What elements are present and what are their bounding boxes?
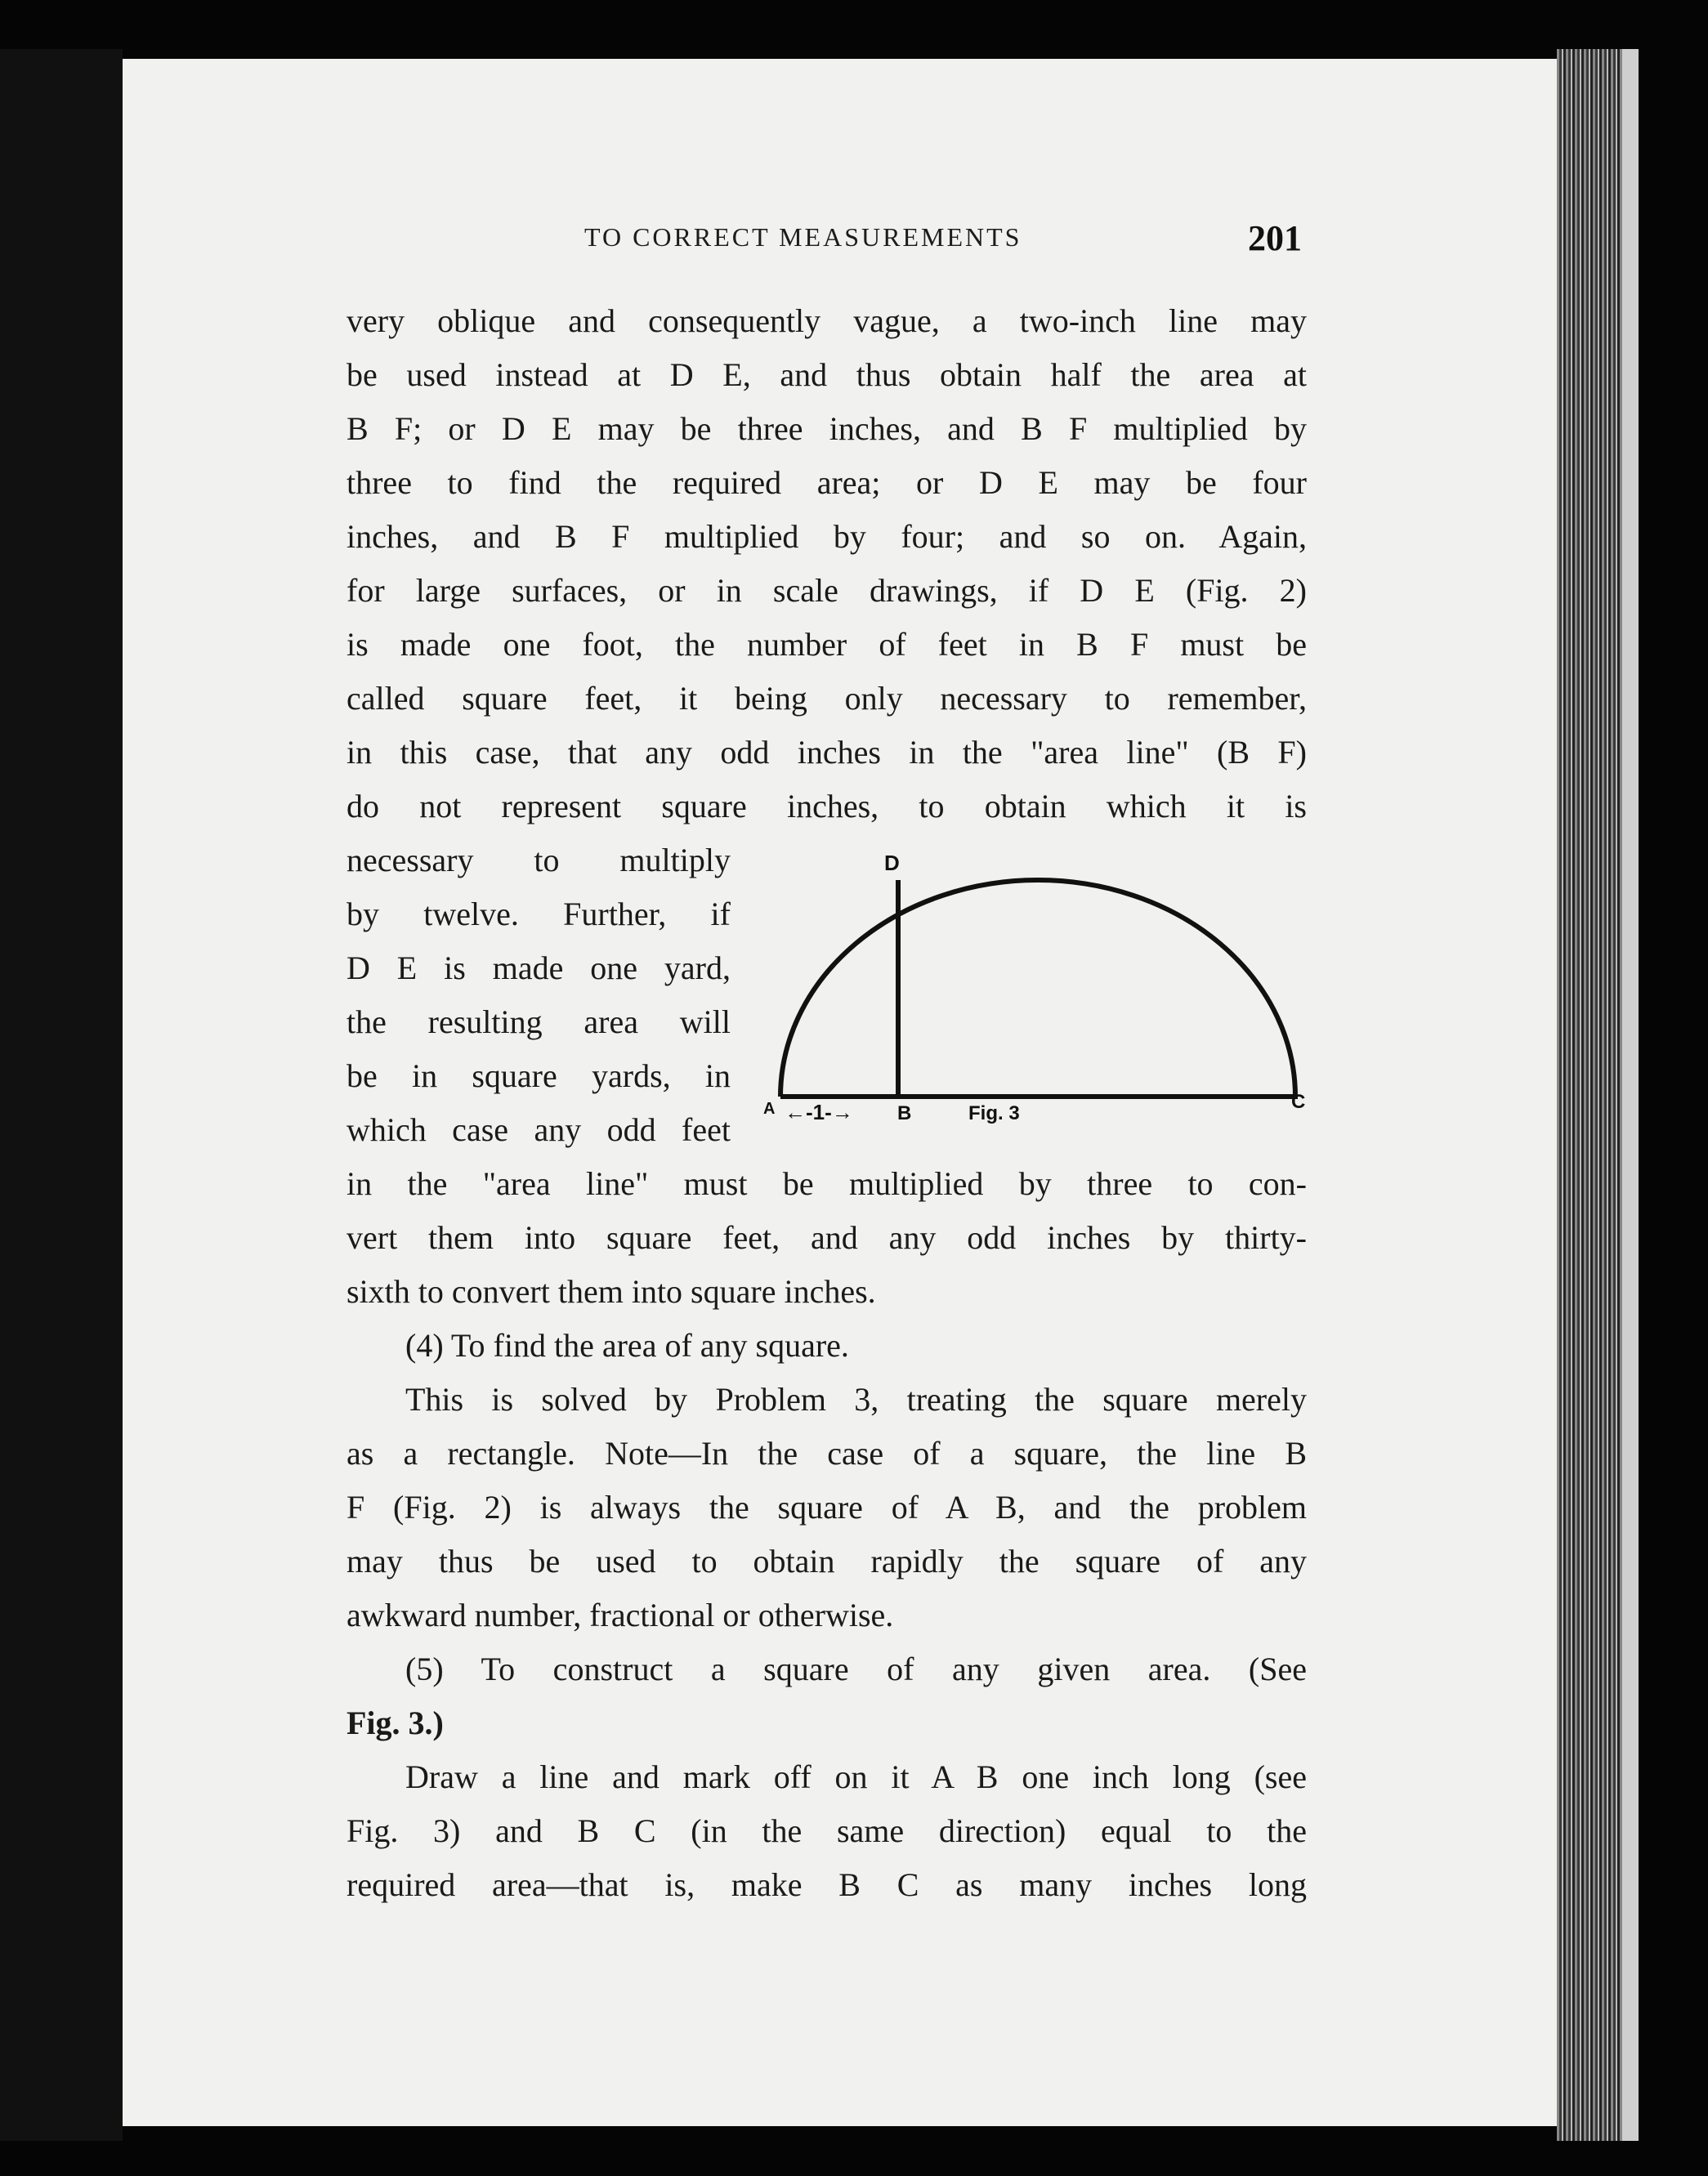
- text-line: Fig. 3) and B C (in the same direction) equal to the: [347, 1812, 1307, 1849]
- wrap-text-line: D E is made one yard,: [347, 949, 731, 986]
- text-line: for large surfaces, or in scale drawings, if D E (Fig. 2): [347, 572, 1307, 609]
- section-5-heading-continued: Fig. 3.): [347, 1705, 444, 1741]
- text-line: B F; or D E may be three inches, and B F multiplied by: [347, 410, 1307, 447]
- text-line: as a rectangle. Note—In the case of a square, the line B: [347, 1435, 1307, 1472]
- label-c: C: [1291, 1091, 1306, 1113]
- text-line: very oblique and consequently vague, a two-inch line may: [347, 302, 1307, 339]
- section-5-heading: (5) To construct a square of any given area. (See: [405, 1651, 1307, 1687]
- page-stack-edge: [1557, 49, 1622, 2141]
- running-head: TO CORRECT MEASUREMENTS: [584, 222, 1022, 252]
- section-4-heading: (4) To find the area of any square.: [405, 1327, 849, 1364]
- wrap-text-line: necessary to multiply: [347, 842, 731, 878]
- wrap-text-line: be in square yards, in: [347, 1057, 731, 1094]
- text-line: This is solved by Problem 3, treating the square merely: [405, 1381, 1307, 1418]
- text-line: inches, and B F multiplied by four; and so on. Again,: [347, 518, 1307, 555]
- text-line: awkward number, fractional or otherwise.: [347, 1597, 894, 1633]
- text-line: sixth to convert them into square inches.: [347, 1273, 876, 1310]
- text-line: in this case, that any odd inches in the "area line" (B F): [347, 734, 1307, 771]
- label-b: B: [897, 1102, 912, 1124]
- text-line: Draw a line and mark off on it A B one inch long (see: [405, 1758, 1307, 1795]
- figure-caption: Fig. 3: [968, 1102, 1020, 1124]
- text-line: three to find the required area; or D E may be four: [347, 464, 1307, 501]
- text-line: be used instead at D E, and thus obtain half the area at: [347, 356, 1307, 393]
- wrap-text-line: which case any odd feet: [347, 1111, 731, 1148]
- text-line: in the "area line" must be multiplied by three to con-: [347, 1165, 1307, 1202]
- wrap-text-line: the resulting area will: [347, 1003, 731, 1040]
- figure-3-semicircle-diagram: [752, 833, 1324, 1144]
- label-a: A: [763, 1100, 776, 1118]
- page-stack-edge-light: [1622, 49, 1639, 2141]
- text-line: vert them into square feet, and any odd inches by thirty-: [347, 1219, 1307, 1256]
- facing-page-edge: [0, 49, 123, 2141]
- dimension-marker: ←-1-→: [785, 1100, 853, 1124]
- text-line: F (Fig. 2) is always the square of A B, and the problem: [347, 1489, 1307, 1526]
- text-line: called square feet, it being only necessary to remember,: [347, 680, 1307, 717]
- text-line: required area—that is, make B C as many inches long: [347, 1866, 1307, 1903]
- wrap-text-line: by twelve. Further, if: [347, 896, 731, 932]
- page-number: 201: [1248, 218, 1302, 258]
- text-line: may thus be used to obtain rapidly the square of any: [347, 1543, 1307, 1579]
- semicircle-arc: [780, 880, 1295, 1097]
- text-line: do not represent square inches, to obtain which it is: [347, 788, 1307, 824]
- text-line: is made one foot, the number of feet in B F must be: [347, 626, 1307, 663]
- label-d: D: [884, 851, 900, 875]
